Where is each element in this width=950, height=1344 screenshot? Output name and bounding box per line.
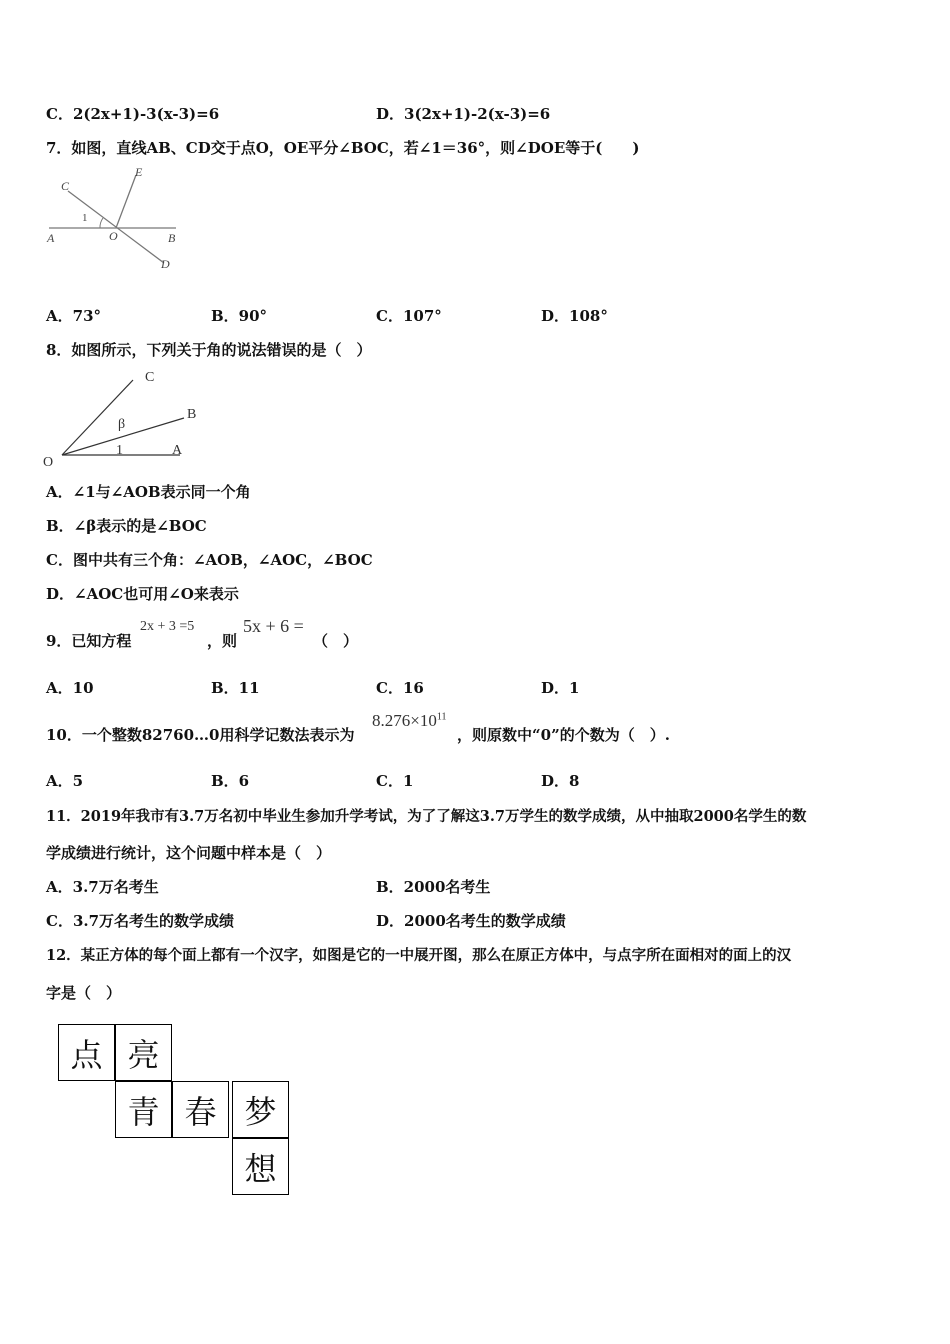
q7-stem: 7．如图，直线AB、CD交于点O，OE平分∠BOC，若∠1＝36°，则∠DOE等于( ) bbox=[46, 139, 640, 157]
q6-option-d: D．3(2x+1)-2(x-3)=6 bbox=[376, 105, 551, 123]
q11-stem-line-1: 11．2019年我市有3.7万名初中毕业生参加升学考试，为了了解这3.7万学生的数学成绩，从中抽取2000名学生的数 bbox=[46, 808, 807, 825]
q7-option-d: D．108° bbox=[541, 307, 608, 325]
q10-exponent: 11 bbox=[436, 711, 447, 723]
q8-option-a: A．∠1与∠AOB表示同一个角 bbox=[46, 483, 251, 501]
q9-prefix: 9．已知方程 bbox=[46, 632, 132, 650]
q8-label-c: C bbox=[145, 370, 155, 385]
net-face-qing: 青 bbox=[116, 1082, 172, 1138]
q8-label-b: B bbox=[187, 407, 197, 422]
net-face-dian: 点 bbox=[59, 1025, 115, 1081]
q7-label-c: C bbox=[61, 179, 70, 193]
q9-suffix: （ ） bbox=[313, 632, 359, 650]
q7-angle-arc bbox=[100, 218, 103, 228]
q10-prefix: 10．一个整数82760…0用科学记数法表示为 bbox=[46, 726, 355, 744]
q7-label-1: 1 bbox=[82, 212, 88, 224]
q11-option-c: C．3.7万名考生的数学成绩 bbox=[46, 912, 235, 930]
q8-label-1: 1 bbox=[116, 443, 123, 458]
q10-option-b: B．6 bbox=[211, 772, 250, 790]
q7-label-b: B bbox=[168, 231, 176, 245]
q8-label-beta: β bbox=[118, 417, 126, 432]
q9-equation-2: 5x + 6 = bbox=[243, 616, 304, 636]
q11-stem-line-2: 学成绩进行统计，这个问题中样本是（ ） bbox=[46, 844, 332, 862]
q11-option-a: A．3.7万名考生 bbox=[46, 878, 159, 896]
q6-option-c: C．2(2x+1)-3(x-3)=6 bbox=[46, 105, 220, 123]
q8-option-c: C．图中共有三个角：∠AOB，∠AOC，∠BOC bbox=[46, 551, 373, 569]
q9-equation-1: 2x + 3 =5 bbox=[140, 619, 195, 634]
q10-scientific-notation bbox=[372, 711, 446, 731]
q7-option-a: A．73° bbox=[46, 307, 102, 325]
net-face-liang: 亮 bbox=[116, 1025, 172, 1081]
q7-label-e: E bbox=[135, 166, 143, 179]
q8-option-b: B．∠β表示的是∠BOC bbox=[46, 517, 207, 535]
q7-option-c: C．107° bbox=[376, 307, 442, 325]
q10-times: ×10 bbox=[410, 711, 437, 730]
q8-stem: 8．如图所示，下列关于角的说法错误的是（ ） bbox=[46, 341, 372, 359]
q11-option-b: B．2000名考生 bbox=[376, 878, 491, 896]
q9-mid: ，则 bbox=[207, 632, 238, 650]
q10-option-c: C．1 bbox=[376, 772, 414, 790]
q9-option-c: C．16 bbox=[376, 679, 424, 697]
q10-option-a: A．5 bbox=[46, 772, 84, 790]
q10-option-d: D．8 bbox=[541, 772, 580, 790]
q10-mantissa: 8.276 bbox=[372, 711, 411, 730]
q7-ray-oe bbox=[116, 175, 136, 228]
q12-stem-line-2: 字是（ ） bbox=[46, 984, 122, 1002]
net-face-chun: 春 bbox=[173, 1082, 229, 1138]
q10-suffix: ，则原数中“0”的个数为（ ）. bbox=[457, 726, 670, 744]
q12-stem-line-1: 12．某正方体的每个面上都有一个汉字，如图是它的一中展开图，那么在原正方体中，与点字所在面相对的面上的汉 bbox=[46, 947, 792, 964]
q8-option-d: D．∠AOC也可用∠O来表示 bbox=[46, 585, 239, 603]
q11-option-d: D．2000名考生的数学成绩 bbox=[376, 912, 566, 930]
q7-figure bbox=[44, 166, 194, 276]
net-face-meng: 梦 bbox=[233, 1082, 289, 1138]
q9-option-a: A．10 bbox=[46, 679, 94, 697]
q7-label-a: A bbox=[47, 231, 55, 245]
q9-option-d: D．1 bbox=[541, 679, 580, 697]
q8-label-o: O bbox=[43, 455, 54, 470]
q7-label-d: D bbox=[161, 257, 170, 271]
q8-label-a: A bbox=[172, 443, 183, 458]
q9-option-b: B．11 bbox=[211, 679, 260, 697]
net-face-xiang: 想 bbox=[233, 1139, 289, 1195]
q8-figure bbox=[40, 362, 210, 472]
q7-option-b: B．90° bbox=[211, 307, 268, 325]
q7-label-o: O bbox=[109, 229, 118, 243]
q12-cube-net bbox=[58, 1024, 294, 1202]
